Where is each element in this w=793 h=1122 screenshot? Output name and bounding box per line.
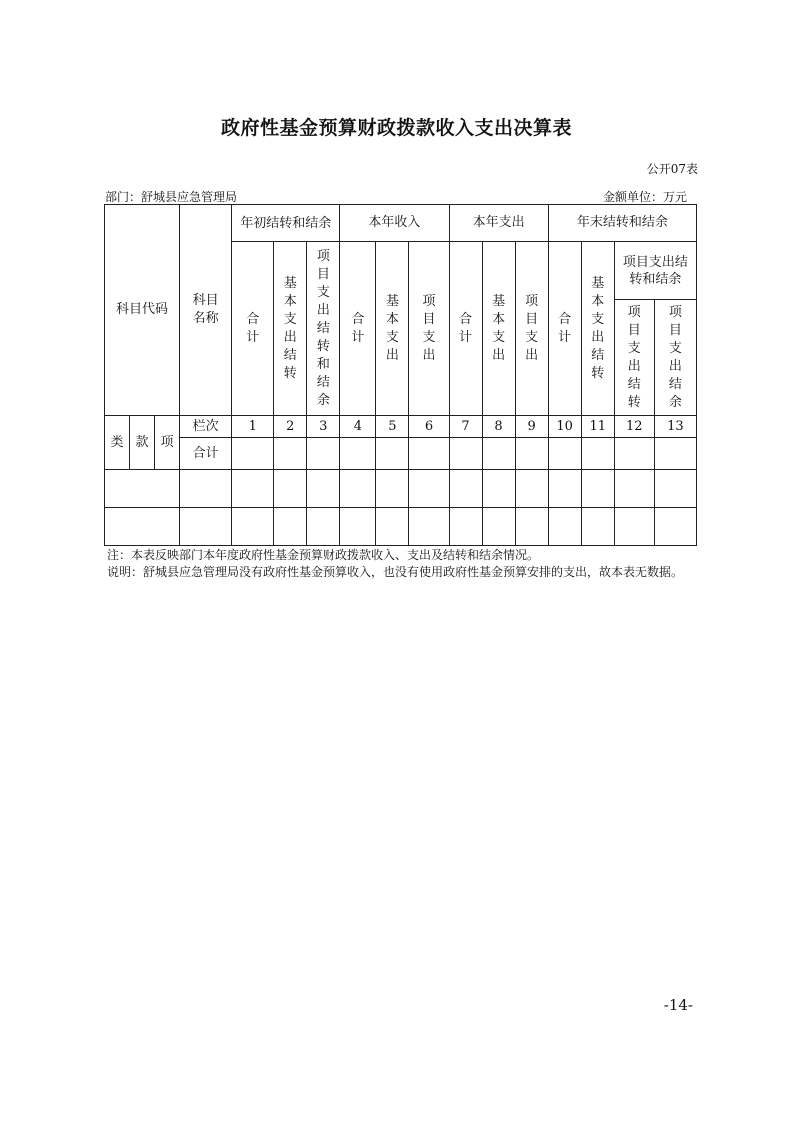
table-cell bbox=[482, 470, 515, 508]
table-cell bbox=[548, 438, 581, 470]
column-number: 8 bbox=[482, 416, 515, 438]
header-end-carryover: 年末结转和结余 bbox=[548, 205, 696, 242]
table-cell bbox=[340, 470, 376, 508]
column-number: 12 bbox=[614, 416, 654, 438]
amount-unit-label: 金额单位：万元 bbox=[602, 190, 687, 204]
table-cell bbox=[376, 470, 409, 508]
table-cell bbox=[581, 508, 614, 546]
header-lei: 类 bbox=[105, 416, 130, 470]
table-cell bbox=[180, 508, 232, 546]
table-cell bbox=[515, 470, 548, 508]
header-income-project: 项目支出 bbox=[409, 242, 449, 416]
page-number: -14- bbox=[663, 996, 693, 1014]
column-number: 1 bbox=[232, 416, 274, 438]
table-cell bbox=[232, 438, 274, 470]
column-number: 5 bbox=[376, 416, 409, 438]
table-cell bbox=[232, 470, 274, 508]
header-expense-basic: 基本支出 bbox=[482, 242, 515, 416]
header-expense-total: 合计 bbox=[449, 242, 482, 416]
table-row bbox=[105, 470, 697, 508]
table-cell bbox=[581, 438, 614, 470]
table-cell bbox=[232, 508, 274, 546]
column-number: 2 bbox=[274, 416, 307, 438]
header-income: 本年收入 bbox=[340, 205, 449, 242]
header-begin-total: 合计 bbox=[232, 242, 274, 416]
table-cell bbox=[340, 438, 376, 470]
table-cell bbox=[307, 508, 340, 546]
table-cell bbox=[654, 438, 696, 470]
form-number: 公开07表 bbox=[646, 162, 698, 176]
table-cell bbox=[274, 508, 307, 546]
header-end-project-balance: 项目支出结余 bbox=[654, 300, 696, 416]
header-begin-project-carryover: 项目支出结转和结余 bbox=[307, 242, 340, 416]
header-end-total: 合计 bbox=[548, 242, 581, 416]
table-cell bbox=[515, 508, 548, 546]
column-number: 10 bbox=[548, 416, 581, 438]
table-cell bbox=[307, 470, 340, 508]
column-number: 6 bbox=[409, 416, 449, 438]
table-cell bbox=[449, 470, 482, 508]
page-title: 政府性基金预算财政拨款收入支出决算表 bbox=[220, 117, 572, 139]
table-cell bbox=[376, 508, 409, 546]
table-cell bbox=[654, 508, 696, 546]
header-end-project-carry: 项目支出结转 bbox=[614, 300, 654, 416]
sum-row-label: 合计 bbox=[180, 438, 232, 470]
table-explanation: 说明：舒城县应急管理局没有政府性基金预算收入，也没有使用政府性基金预算安排的支出，故本表无数据。 bbox=[107, 565, 684, 579]
table-cell bbox=[515, 438, 548, 470]
table-cell bbox=[449, 508, 482, 546]
table-cell bbox=[376, 438, 409, 470]
column-number: 7 bbox=[449, 416, 482, 438]
table-cell bbox=[614, 508, 654, 546]
header-end-project-carryover: 项目支出结转和结余 bbox=[614, 242, 696, 300]
header-subject-code: 科目代码 bbox=[105, 205, 180, 416]
header-expense: 本年支出 bbox=[449, 205, 548, 242]
table-cell bbox=[180, 470, 232, 508]
table-cell bbox=[105, 470, 180, 508]
table-cell bbox=[409, 470, 449, 508]
table-row bbox=[105, 508, 697, 546]
table-cell bbox=[340, 508, 376, 546]
department-label: 部门：舒城县应急管理局 bbox=[105, 190, 238, 204]
table-cell bbox=[409, 438, 449, 470]
table-cell bbox=[614, 470, 654, 508]
table-note: 注：本表反映部门本年度政府性基金预算财政拨款收入、支出及结转和结余情况。 bbox=[107, 548, 540, 562]
header-begin-basic-carry: 基本支出结转 bbox=[274, 242, 307, 416]
table-cell bbox=[274, 438, 307, 470]
column-number: 4 bbox=[340, 416, 376, 438]
table-cell bbox=[105, 508, 180, 546]
table-cell bbox=[482, 438, 515, 470]
header-expense-project: 项目支出 bbox=[515, 242, 548, 416]
table-cell bbox=[548, 508, 581, 546]
header-subject-name: 科目名称 bbox=[180, 205, 232, 416]
table-cell bbox=[482, 508, 515, 546]
column-number: 9 bbox=[515, 416, 548, 438]
table-cell bbox=[581, 470, 614, 508]
header-xiang: 项 bbox=[155, 416, 180, 470]
table-cell bbox=[614, 438, 654, 470]
table-cell bbox=[548, 470, 581, 508]
column-number: 13 bbox=[654, 416, 696, 438]
table-cell bbox=[307, 438, 340, 470]
column-index-label: 栏次 bbox=[180, 416, 232, 438]
header-end-basic-carry: 基本支出结转 bbox=[581, 242, 614, 416]
table-cell bbox=[409, 508, 449, 546]
header-begin-carryover: 年初结转和结余 bbox=[232, 205, 340, 242]
table-cell bbox=[449, 438, 482, 470]
table-cell bbox=[274, 470, 307, 508]
header-income-basic: 基本支出 bbox=[376, 242, 409, 416]
budget-table bbox=[104, 204, 697, 546]
column-number: 3 bbox=[307, 416, 340, 438]
header-income-total: 合计 bbox=[340, 242, 376, 416]
table-cell bbox=[654, 470, 696, 508]
header-kuan: 款 bbox=[130, 416, 155, 470]
column-number: 11 bbox=[581, 416, 614, 438]
